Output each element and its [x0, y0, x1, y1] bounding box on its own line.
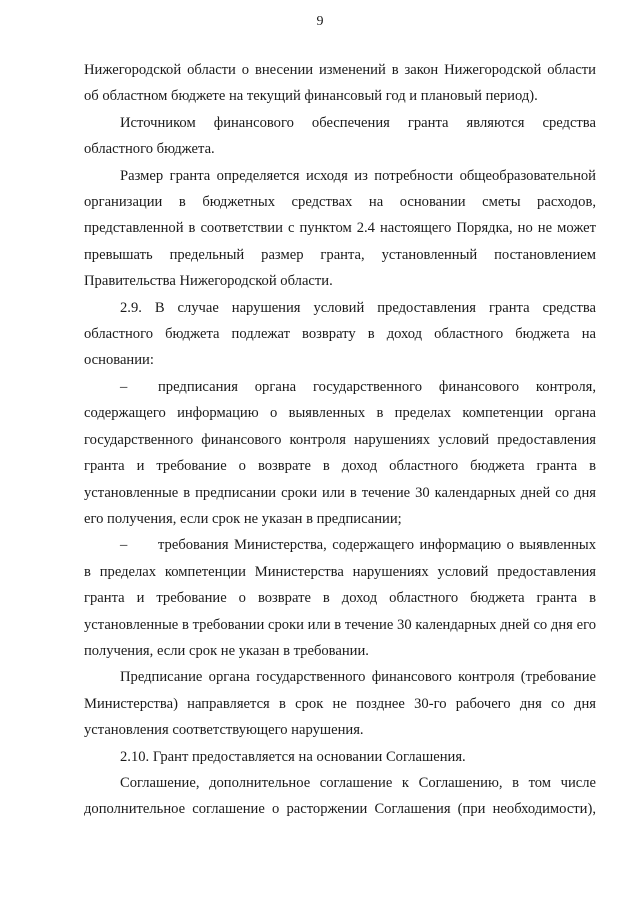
document-body: [84, 57, 596, 823]
page-number: 9: [316, 14, 324, 29]
list-dash: –: [120, 378, 128, 395]
paragraph-2-10: 2.10. Грант предоставляется на основании Соглашения.: [120, 748, 466, 765]
paragraph-prescription-deadline: Предписание органа государственного финансового контроля (требование Министерства) направляется в срок не позднее 30-го рабочего дня со дня установления соответствующего нарушения.: [84, 669, 596, 739]
paragraph-grant-size: Размер гранта определяется исходя из потребности общеобразовательной организации в бюджетных средствах на основании сметы расходов, представленной в соответствии с пунктом 2.4 настоящего Порядка, но не может превышать предельный размер гранта, установленный постановлением Правительства Нижегородской области.: [84, 167, 596, 290]
paragraph-continuation: Нижегородской области о внесении изменений в закон Нижегородской области об областном бюджете на текущий финансовый год и плановый период).: [84, 62, 596, 105]
list-item-text: предписания органа государственного финансового контроля, содержащего информацию о выявленных в пределах компетенции органа государственного финансового контроля нарушениях условий предоставления гранта и требование о возврате в доход областного бюджета гранта в установленные в предписании сроки или в течение 30 календарных дней со дня его получения, если срок не указан в предписании;: [84, 378, 596, 527]
paragraph-funding-source: Источником финансового обеспечения гранта являются средства областного бюджета.: [84, 114, 596, 158]
paragraph-2-9: 2.9. В случае нарушения условий предоставления гранта средства областного бюджета подлежат возврату в доход областного бюджета на основании:: [84, 299, 596, 369]
list-item-requirement: [84, 532, 596, 664]
list-item-prescription: [84, 374, 596, 532]
paragraph-agreement: Соглашение, дополнительное соглашение к Соглашению, в том числе дополнительное соглашение о расторжении Соглашения (при необходимости),: [84, 774, 596, 818]
list-item-text: требования Министерства, содержащего информацию о выявленных в пределах компетенции Министерства нарушениях условий предоставления гранта и требование о возврате в доход областного бюджета гранта в установленные в требовании сроки или в течение 30 календарных дней со дня его получения, если срок не указан в требовании.: [84, 537, 596, 659]
list-dash: –: [120, 537, 128, 554]
